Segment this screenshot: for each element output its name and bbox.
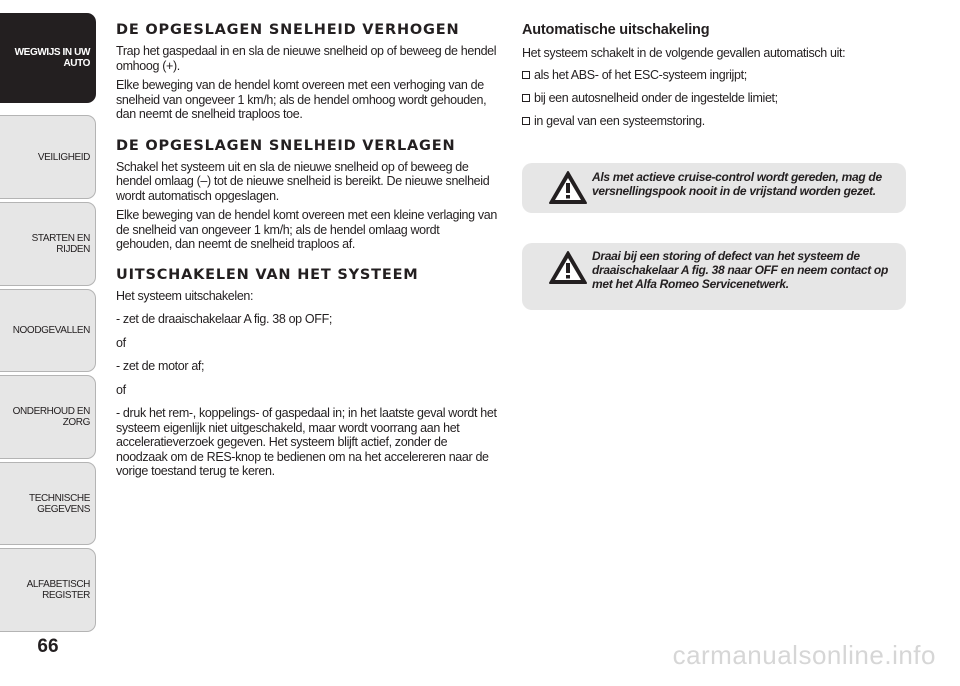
list-item-text: bij een autosnelheid onder de ingestelde limiet; (534, 90, 778, 105)
paragraph: - zet de motor af; (116, 359, 205, 373)
paragraph: of (116, 382, 126, 397)
tab-onderhoud-en-zorg[interactable]: ONDERHOUD EN ZORG (0, 375, 96, 459)
paragraph: Elke beweging van de hendel komt overeen met een verhoging van de snelheid van ongeveer 1 km/h; als de hendel omhoog wordt gehouden, dan neemt de snelheid traploos toe. (116, 78, 487, 121)
tab-wegwijs-in-uw-auto[interactable]: WEGWIJS IN UW AUTO (0, 13, 96, 103)
left-column (116, 22, 498, 484)
chapter-sidebar (0, 0, 100, 686)
watermark: carmanualsonline.info (672, 640, 936, 670)
heading-automatische-uitschakeling: Automatische uitschakeling (522, 22, 710, 38)
checkbox-bullet-icon (522, 94, 530, 102)
paragraph: Het systeem uitschakelen: (116, 288, 254, 303)
heading-uitschakelen: UITSCHAKELEN VAN HET SYSTEEM (116, 266, 419, 283)
bullet-list (522, 68, 906, 129)
right-column (522, 22, 906, 137)
paragraph: - zet de draaischakelaar A fig. 38 op OFF; (116, 312, 332, 326)
paragraph: Schakel het systeem uit en sla de nieuwe snelheid op of beweeg de hendel omlaag (–) tot de nieuwe snelheid is bereikt. De nieuwe snelheid wordt automatisch opgeslagen. (116, 159, 490, 203)
heading-snelheid-verlagen: DE OPGESLAGEN SNELHEID VERLAGEN (116, 137, 456, 154)
list-item (522, 114, 906, 129)
tab-technische-gegevens[interactable]: TECHNISCHE GEGEVENS (0, 462, 96, 545)
tab-veiligheid[interactable]: VEILIGHEID (0, 115, 96, 199)
paragraph: Het systeem schakelt in de volgende gevallen automatisch uit: (522, 46, 846, 60)
warning-triangle-icon (548, 170, 588, 206)
tab-starten-en-rijden[interactable]: STARTEN EN RIJDEN (0, 202, 96, 286)
list-item (522, 91, 906, 106)
warning-text: Draai bij een storing of defect van het systeem de draaischakelaar A fig. 38 naar OFF en neem contact op met het Alfa Romeo Servicenetwerk. (592, 249, 888, 291)
warning-box (522, 243, 906, 310)
tab-noodgevallen[interactable]: NOODGEVALLEN (0, 289, 96, 372)
list-item (522, 68, 906, 83)
page-number: 66 (37, 636, 59, 657)
list-item-text: als het ABS- of het ESC-systeem ingrijpt; (534, 67, 747, 82)
warning-triangle-icon (548, 250, 588, 286)
tab-alfabetisch-register[interactable]: ALFABETISCH REGISTER (0, 548, 96, 632)
warning-text: Als met actieve cruise-control wordt gereden, mag de versnellingspook nooit in de vrijstand worden gezet. (592, 170, 882, 198)
paragraph: Elke beweging van de hendel komt overeen met een kleine verlaging van de snelheid van ongeveer 1 km/h; als de hendel omlaag wordt gehouden, dan neemt de snelheid traploos af. (116, 208, 497, 251)
paragraph: of (116, 335, 126, 350)
list-item-text: in geval van een systeemstoring. (534, 113, 705, 128)
paragraph: Trap het gaspedaal in en sla de nieuwe snelheid op of beweeg de hendel omhoog (+). (116, 44, 497, 73)
checkbox-bullet-icon (522, 71, 530, 79)
paragraph: - druk het rem-, koppelings- of gaspedaal in; in het laatste geval wordt het systeem eigenlijk niet uitgeschakeld, maar wordt voorrang aan het acceleratieverzoek gegeven. Het systeem blijft actief, zonder de noodzaak om de RES-knop te bedienen om na het accelereren naar de vorige toestand terug te keren. (116, 406, 497, 478)
heading-snelheid-verhogen: DE OPGESLAGEN SNELHEID VERHOGEN (116, 22, 460, 38)
checkbox-bullet-icon (522, 117, 530, 125)
warning-box (522, 163, 906, 213)
